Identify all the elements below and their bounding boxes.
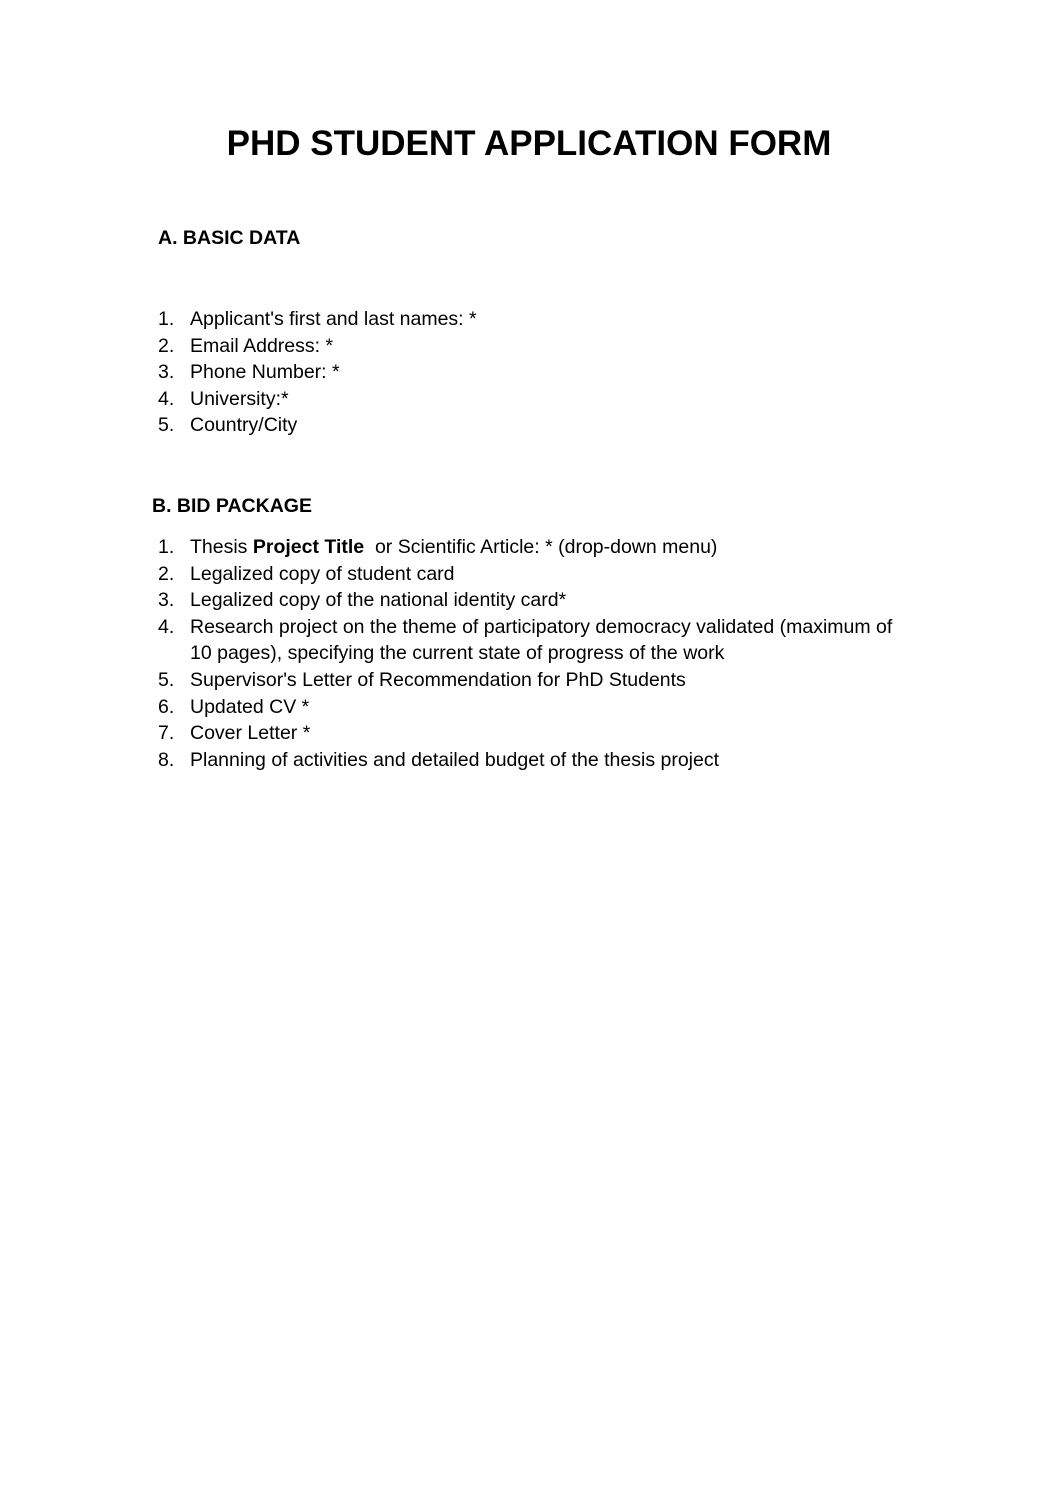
item-text: Legalized copy of student card: [190, 562, 455, 585]
list-item: [158, 534, 920, 561]
item-text: or Scientific Article: * (drop-down menu): [364, 536, 718, 558]
item-number: 2.: [158, 334, 175, 357]
list-item: [158, 587, 920, 614]
item-number: 5.: [158, 668, 175, 691]
item-number: 1.: [158, 536, 175, 558]
section-a-heading: A. BASIC DATA: [158, 227, 301, 249]
list-item: [158, 720, 920, 747]
item-number: 3.: [158, 589, 175, 612]
item-number: 2.: [158, 562, 175, 585]
list-item: [158, 359, 920, 386]
item-number: 3.: [158, 361, 175, 384]
item-text: Planning of activities and detailed budget of the thesis project: [190, 748, 720, 771]
basic-data-list: [158, 306, 920, 439]
item-text: Legalized copy of the national identity card*: [190, 589, 567, 612]
list-item: [158, 747, 920, 774]
list-item: [158, 412, 920, 439]
list-item: [158, 386, 920, 413]
item-number: 7.: [158, 722, 175, 745]
list-item: [158, 306, 920, 333]
item-text: Country/City: [190, 414, 298, 437]
item-number: 1.: [158, 308, 175, 330]
item-text: Phone Number: *: [190, 361, 340, 384]
list-item: [158, 667, 920, 694]
item-number: 8.: [158, 748, 175, 771]
list-item: [158, 694, 920, 721]
item-text: Supervisor's Letter of Recommendation for PhD Students: [190, 668, 686, 691]
list-item: [158, 333, 920, 360]
bid-package-list: [158, 534, 920, 773]
item-text: Cover Letter *: [190, 722, 311, 745]
item-text: Research project on the theme of participatory democracy validated (maximum of 10 pages), specifying the current state of progress of the work: [190, 615, 893, 665]
item-text: Email Address: *: [190, 334, 334, 357]
item-number: 4.: [158, 387, 175, 410]
list-item: [158, 561, 920, 588]
section-b-heading: B. BID PACKAGE: [152, 495, 312, 517]
page-title: PHD STUDENT APPLICATION FORM: [226, 124, 832, 163]
item-text: Applicant's first and last names: *: [190, 308, 477, 330]
item-number: 6.: [158, 695, 175, 718]
item-number: 5.: [158, 414, 175, 437]
item-text: University:*: [190, 387, 289, 410]
list-item: [158, 614, 920, 667]
item-number: 4.: [158, 615, 175, 638]
item-text: Updated CV *: [190, 695, 310, 718]
item-text: Thesis: [190, 536, 253, 558]
item-text-bold: Project Title: [252, 536, 365, 558]
